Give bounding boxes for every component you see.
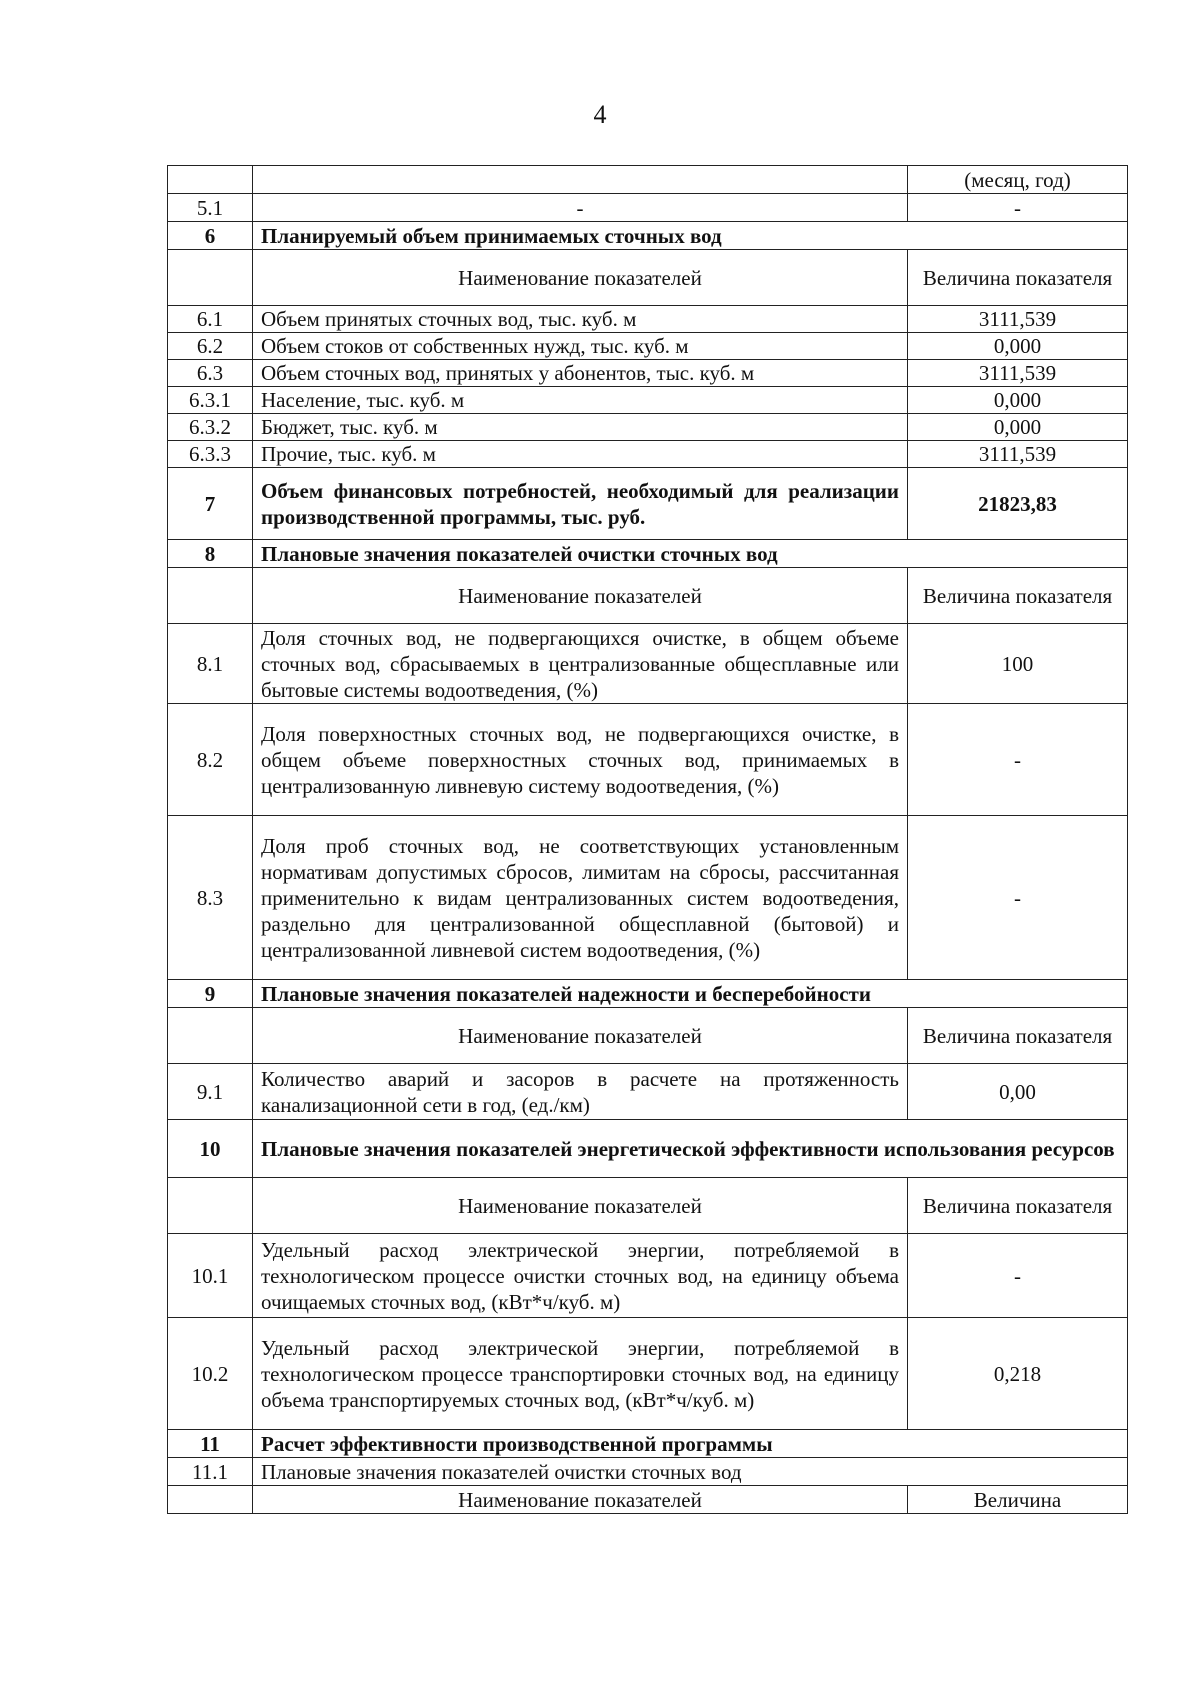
header-row	[168, 250, 1128, 306]
row-value: 100	[908, 624, 1128, 704]
table-row	[168, 333, 1128, 360]
section-number: 8	[168, 540, 253, 568]
row-name: Прочие, тыс. куб. м	[253, 441, 908, 468]
row-name: Удельный расход электрической энергии, потребляемой в технологическом процессе транспортировки сточных вод, на единицу объема транспортируемых сточных вод, (кВт*ч/куб. м)	[253, 1318, 908, 1430]
section-number: 7	[168, 468, 253, 540]
row-number: 8.2	[168, 704, 253, 816]
header-row	[168, 1008, 1128, 1064]
row-value: 3111,539	[908, 441, 1128, 468]
header-name: Наименование показателей	[253, 250, 908, 306]
header-value: Величина показателя	[908, 1008, 1128, 1064]
row-name: -	[253, 194, 908, 222]
row-name: Доля проб сточных вод, не соответствующих установленным нормативам допустимых сбросов, лимитам на сбросы, рассчитанная применительно к видам централизованных систем водоотведения, раздельно для централизованной общесплавной (бытовой) и централизованной ливневой систем водоотведения, (%)	[253, 816, 908, 980]
row-value: -	[908, 704, 1128, 816]
section-row	[168, 980, 1128, 1008]
header-row	[168, 1178, 1128, 1234]
table-row	[168, 306, 1128, 333]
section-title: Плановые значения показателей очистки сточных вод	[253, 540, 1128, 568]
row-name: Объем стоков от собственных нужд, тыс. куб. м	[253, 333, 908, 360]
header-name: Наименование показателей	[253, 568, 908, 624]
section-title: Плановые значения показателей энергетической эффективности использования ресурсов	[253, 1120, 1128, 1178]
row-number: 10.1	[168, 1234, 253, 1318]
row-number: 6.2	[168, 333, 253, 360]
table-row	[168, 387, 1128, 414]
row-number: 6.3.2	[168, 414, 253, 441]
row-number: 10.2	[168, 1318, 253, 1430]
cell-empty	[168, 1008, 253, 1064]
row-name: Доля поверхностных сточных вод, не подвергающихся очистке, в общем объеме поверхностных сточных вод, принимаемых в централизованную ливневую систему водоотведения, (%)	[253, 704, 908, 816]
row-name: Бюджет, тыс. куб. м	[253, 414, 908, 441]
cell-empty	[253, 166, 908, 194]
row-number: 6.3	[168, 360, 253, 387]
row-value: 3111,539	[908, 360, 1128, 387]
header-name: Наименование показателей	[253, 1178, 908, 1234]
section-title: Объем финансовых потребностей, необходимый для реализации производственной программы, тыс. руб.	[253, 468, 908, 540]
table-row	[168, 360, 1128, 387]
header-value: Величина показателя	[908, 1178, 1128, 1234]
section-number: 9	[168, 980, 253, 1008]
row-name: Удельный расход электрической энергии, потребляемой в технологическом процессе очистки сточных вод, на единицу объема очищаемых сточных вод, (кВт*ч/куб. м)	[253, 1234, 908, 1318]
row-name: Количество аварий и засоров в расчете на протяженность канализационной сети в год, (ед./км)	[253, 1064, 908, 1120]
table-row	[168, 624, 1128, 704]
section-value: 21823,83	[908, 468, 1128, 540]
row-name: Доля сточных вод, не подвергающихся очистке, в общем объеме сточных вод, сбрасываемых в централизованные общесплавные или бытовые системы водоотведения, (%)	[253, 624, 908, 704]
section-row	[168, 222, 1128, 250]
table-row	[168, 1064, 1128, 1120]
section-number: 10	[168, 1120, 253, 1178]
table-row	[168, 1458, 1128, 1486]
header-name: Наименование показателей	[253, 1008, 908, 1064]
header-row	[168, 1486, 1128, 1514]
table-row	[168, 704, 1128, 816]
row-number: 8.1	[168, 624, 253, 704]
table-row	[168, 166, 1128, 194]
row-value: 0,000	[908, 387, 1128, 414]
row-value: 0,00	[908, 1064, 1128, 1120]
header-name: Наименование показателей	[253, 1486, 908, 1514]
row-value: -	[908, 194, 1128, 222]
row-number: 9.1	[168, 1064, 253, 1120]
header-value: Величина показателя	[908, 568, 1128, 624]
row-number: 6.1	[168, 306, 253, 333]
header-row	[168, 568, 1128, 624]
row-number: 6.3.3	[168, 441, 253, 468]
header-value: Величина показателя	[908, 250, 1128, 306]
row-value: 3111,539	[908, 306, 1128, 333]
cell-empty	[168, 1178, 253, 1234]
cell-empty	[168, 166, 253, 194]
cell-empty	[168, 568, 253, 624]
row-name: Объем сточных вод, принятых у абонентов, тыс. куб. м	[253, 360, 908, 387]
section-row	[168, 540, 1128, 568]
row-value: 0,218	[908, 1318, 1128, 1430]
indicators-table	[167, 165, 1128, 1514]
section-title: Планируемый объем принимаемых сточных вод	[253, 222, 1128, 250]
section-number: 11	[168, 1430, 253, 1458]
table-row	[168, 816, 1128, 980]
row-name: Плановые значения показателей очистки сточных вод	[253, 1458, 1128, 1486]
table-row	[168, 441, 1128, 468]
page-number: 4	[593, 100, 607, 129]
section-row	[168, 1120, 1128, 1178]
table-row	[168, 1318, 1128, 1430]
row-number: 5.1	[168, 194, 253, 222]
section-title: Плановые значения показателей надежности и бесперебойности	[253, 980, 1128, 1008]
row-number: 11.1	[168, 1458, 253, 1486]
row-name: Население, тыс. куб. м	[253, 387, 908, 414]
row-number: 8.3	[168, 816, 253, 980]
row-value: 0,000	[908, 333, 1128, 360]
table-row	[168, 1234, 1128, 1318]
row-value: -	[908, 1234, 1128, 1318]
row-value: 0,000	[908, 414, 1128, 441]
table-row	[168, 414, 1128, 441]
cell-empty	[168, 250, 253, 306]
unit-cell: (месяц, год)	[908, 166, 1128, 194]
table-row	[168, 194, 1128, 222]
row-number: 6.3.1	[168, 387, 253, 414]
section-row	[168, 468, 1128, 540]
section-number: 6	[168, 222, 253, 250]
section-title: Расчет эффективности производственной программы	[253, 1430, 1128, 1458]
section-row	[168, 1430, 1128, 1458]
row-name: Объем принятых сточных вод, тыс. куб. м	[253, 306, 908, 333]
row-value: -	[908, 816, 1128, 980]
cell-empty	[168, 1486, 253, 1514]
header-value: Величина	[908, 1486, 1128, 1514]
